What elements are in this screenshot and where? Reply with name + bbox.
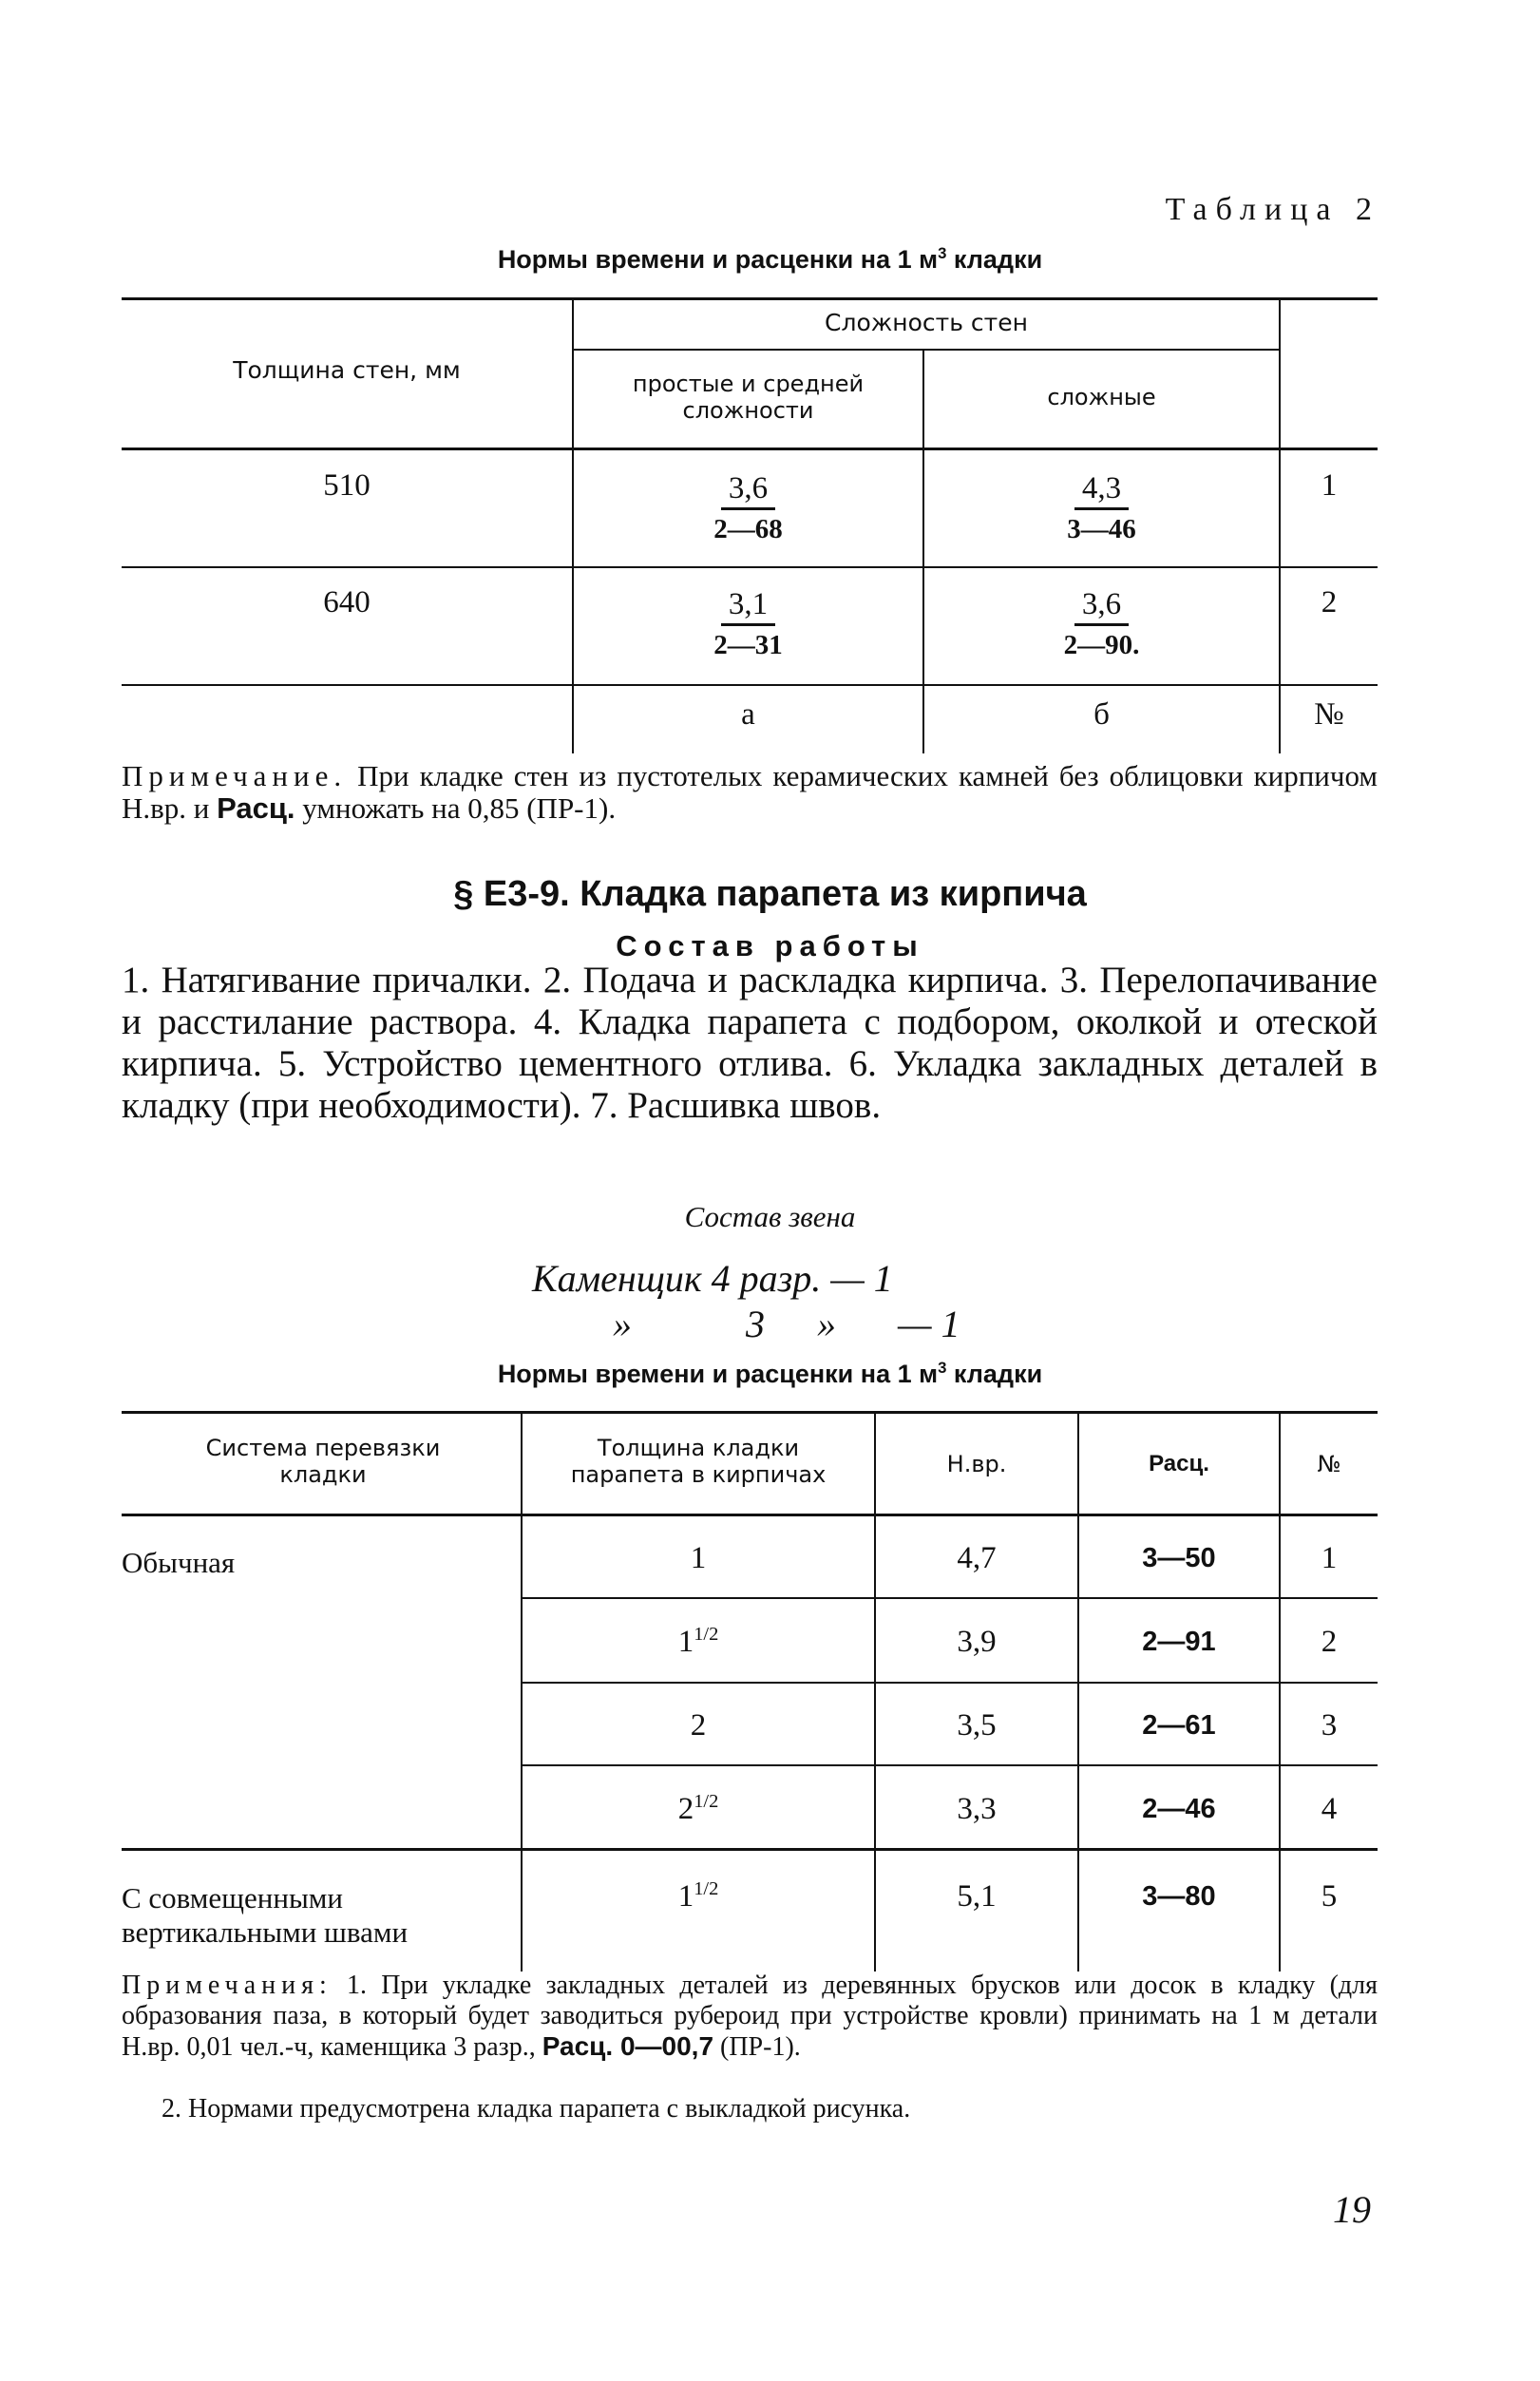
t2-row4-hvr: 3,3: [957, 1792, 997, 1826]
table1-caption: Нормы времени и расценки на 1 $м^3$ кладки: [497, 244, 1043, 274]
t2-row5-number: 5: [1321, 1879, 1338, 1914]
group-ordinary: Обычная: [122, 1546, 236, 1579]
t2-row3-number: 3: [1321, 1708, 1338, 1743]
section-title: § Е3-9. Кладка парапета из кирпича: [453, 874, 1087, 914]
row2-simple: $\frac{3,1}{2—31}$: [713, 587, 783, 660]
row2-number: 2: [1321, 585, 1338, 619]
row1-number: 1: [1321, 468, 1338, 503]
table2-caption: Нормы времени и расценки на 1 $м^3$ кладки: [497, 1359, 1043, 1388]
section-subtitle: Состав работы: [616, 929, 924, 962]
table1-note: Примечание. При кладке стен из пустотелых керамических камней без облицовки кирпичом Н.вр. и Расц. умножать на 0,85 (ПР-1).: [122, 759, 1378, 825]
t2-row2-thickness: $1^{1/2}$: [677, 1624, 719, 1659]
page-number: 19: [1333, 2188, 1371, 2231]
footer-a: а: [741, 697, 755, 732]
t2-row2-number: 2: [1321, 1625, 1338, 1659]
t2-row5-thickness: $1^{1/2}$: [677, 1878, 719, 1914]
crew-heading: Состав звена: [684, 1200, 856, 1233]
t2-row3-hvr: 3,5: [957, 1708, 997, 1743]
t2-row3-rate: 2—61: [1142, 1710, 1216, 1741]
col-no-header: №: [1317, 1451, 1341, 1477]
work-description: 1. Натягивание причалки. 2. Подача и раскладка кирпича. 3. Перелопачивание и расстилание раствора. 4. Кладка парапета с подбором, околкой и отеской кирпича. 5. Устройство цементного отлива. 6. Укладка закладных деталей в кладку (при необходимости). 7. Расшивка швов.: [122, 960, 1378, 1126]
t2-row4-thickness: $2^{1/2}$: [677, 1791, 719, 1826]
col-system-header: Система перевязки кладки: [205, 1435, 441, 1488]
table2-notes: Примечания: 1. При укладке закладных деталей из деревянных брусков или досок в кладку (для образования паза, в который будет заводиться рубероид при устройстве кровли) принимать на 1 м детали Н.вр. 0,01 чел.-ч, каменщика 3 разр., Расц. 0—00,7 (ПР-1).: [122, 1971, 1378, 2062]
table-number: Таблица 2: [1165, 192, 1380, 227]
t2-row3-thickness: 2: [690, 1708, 707, 1743]
t2-row5-rate: 3—80: [1142, 1881, 1216, 1912]
row2-complex: $\frac{3,6}{2—90.}$: [1063, 587, 1140, 660]
col-thickness-header: Толщина кладки парапета в кирпичах: [570, 1435, 827, 1488]
col-complexity-header: Сложность стен: [825, 309, 1028, 336]
crew-line-2: » 3 » — 1: [613, 1303, 960, 1345]
t2-row1-number: 1: [1321, 1541, 1338, 1575]
col-simple-header: простые и средней сложности: [632, 371, 865, 424]
t2-row1-thickness: 1: [690, 1541, 707, 1575]
col-thickness-header: Толщина стен, мм: [233, 356, 461, 384]
t2-row5-hvr: 5,1: [957, 1879, 997, 1914]
t2-row2-hvr: 3,9: [957, 1625, 997, 1659]
footer-b: б: [1093, 697, 1110, 732]
col-complex-header: сложные: [1047, 384, 1156, 410]
col-rate-header: Расц.: [1149, 1451, 1209, 1476]
row1-complex: $\frac{4,3}{3—46}$: [1067, 471, 1136, 544]
table2-note-2: 2. Нормами предусмотрена кладка парапета с выкладкой рисунка.: [162, 2094, 911, 2124]
row1-simple: $\frac{3,6}{2—68}$: [713, 471, 783, 544]
t2-row2-rate: 2—91: [1142, 1627, 1216, 1657]
row2-thickness: 640: [323, 585, 371, 619]
crew-line-1: Каменщик 4 разр. — 1: [532, 1257, 893, 1300]
t2-row4-rate: 2—46: [1142, 1794, 1216, 1824]
t2-row1-hvr: 4,7: [957, 1541, 997, 1575]
t2-row1-rate: 3—50: [1142, 1543, 1216, 1573]
col-hvr-header: Н.вр.: [946, 1451, 1007, 1477]
row1-thickness: 510: [323, 468, 371, 503]
t2-row4-number: 4: [1321, 1792, 1338, 1826]
footer-no: №: [1314, 697, 1344, 732]
group-combined: С совмещенными вертикальными швами: [122, 1881, 409, 1949]
